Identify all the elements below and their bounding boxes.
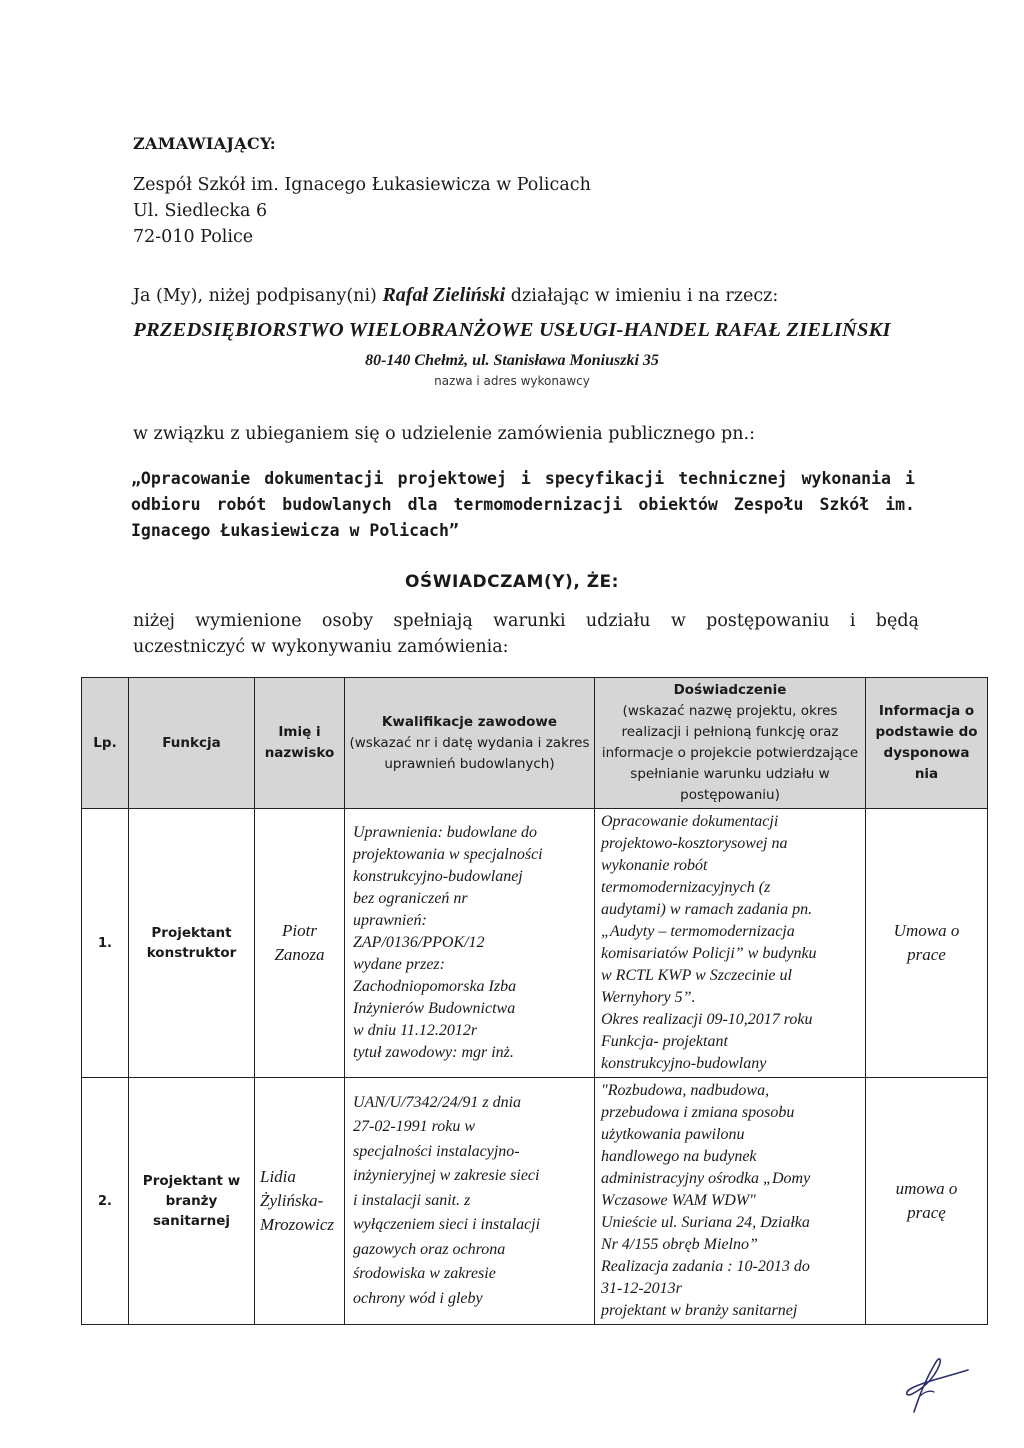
experience-line: komisariatów Policji” w budynku bbox=[601, 945, 817, 962]
name-line: Lidia bbox=[260, 1167, 296, 1186]
handwritten-signature bbox=[884, 1352, 974, 1416]
experience-line: Unieście ul. Suriana 24, Działka bbox=[601, 1214, 810, 1231]
experience-line: Wernyhory 5”. bbox=[601, 989, 696, 1006]
row-basis-info bbox=[866, 1078, 988, 1325]
qualification-line: i instalacji sanit. z bbox=[353, 1191, 471, 1209]
contractor-name: PRZEDSIĘBIORSTWO WIELOBRANŻOWE USŁUGI-HANDEL RAFAŁ ZIELIŃSKI bbox=[133, 319, 891, 341]
qualification-line: ZAP/0136/PPOK/12 bbox=[353, 934, 485, 951]
name-line: Żylińska- bbox=[260, 1191, 324, 1210]
row-basis-info bbox=[866, 809, 988, 1078]
header-function: Funkcja bbox=[129, 678, 255, 809]
row-person-name bbox=[255, 1078, 345, 1325]
table-row bbox=[82, 809, 988, 1078]
qualification-line: UAN/U/7342/24/91 z dnia bbox=[353, 1093, 522, 1111]
function-line: sanitarnej bbox=[153, 1213, 230, 1229]
row-experience bbox=[595, 1078, 866, 1325]
experience-line: przebudowa i zmiana sposobu bbox=[601, 1104, 795, 1121]
declaration-intro bbox=[133, 284, 778, 307]
name-line: Mrozowicz bbox=[260, 1215, 334, 1234]
experience-line: Funkcja- projektant bbox=[601, 1033, 728, 1050]
tender-title: „Opracowanie dokumentacji projektowej i specyfikacji technicznej wykonania i odbioru robót budowlanych dla termomodernizacji obiektów Zespołu Szkół im. Ignacego Łukasiewicza w Policach” bbox=[131, 469, 915, 540]
intro-after: działając w imieniu i na rzecz: bbox=[505, 286, 779, 306]
qualification-line: bez ograniczeń nr bbox=[353, 890, 468, 907]
qualification-line: wydane przez: bbox=[353, 956, 445, 973]
tender-intro: w związku z ubieganiem się o udzielenie zamówienia publicznego pn.: bbox=[133, 424, 755, 444]
experience-line: "Rozbudowa, nadbudowa, bbox=[601, 1082, 770, 1099]
experience-line: w RCTL KWP w Szczecinie ul bbox=[601, 967, 792, 984]
header-qualifications-title: Kwalifikacje zawodowe bbox=[381, 713, 558, 730]
experience-line: audytami) w ramach zadania pn. bbox=[601, 901, 813, 918]
qualification-line: ochrony wód i gleby bbox=[353, 1289, 483, 1307]
qualification-line: specjalności instalacyjno- bbox=[353, 1142, 520, 1160]
statement-line-1: niżej wymienione osoby spełniają warunki udziału w postępowaniu i będą bbox=[133, 611, 919, 631]
function-line: konstruktor bbox=[146, 945, 237, 961]
experience-line: administracyjny ośrodka „Domy bbox=[601, 1170, 811, 1187]
header-qualifications bbox=[345, 678, 595, 809]
client-city: 72-010 Police bbox=[133, 227, 254, 247]
header-qualifications-sub: (wskazać nr i datę wydania i zakres uprawnień budowlanych) bbox=[349, 734, 590, 772]
experience-line: handlowego na budynek bbox=[601, 1148, 757, 1165]
experience-line: projektant w branży sanitarnej bbox=[601, 1302, 798, 1319]
qualification-line: uprawnień: bbox=[353, 912, 427, 929]
row-experience bbox=[595, 809, 866, 1078]
experience-line: Realizacja zadania : 10-2013 do bbox=[601, 1258, 810, 1275]
qualification-line: konstrukcyjno-budowlanej bbox=[353, 868, 523, 885]
qualification-line: tytuł zawodowy: mgr inż. bbox=[353, 1044, 514, 1061]
info-line: umowa o bbox=[895, 1179, 958, 1198]
statement-line-2: uczestniczyć w wykonywaniu zamówienia: bbox=[133, 637, 509, 657]
qualification-line: inżynieryjnej w zakresie sieci bbox=[353, 1167, 540, 1185]
row-lp: 1. bbox=[82, 809, 129, 1078]
header-experience-sub: (wskazać nazwę projektu, okres realizacji i pełnioną funkcję oraz informacje o projekcie potwierdzające spełnianie warunku udziału w postępowaniu) bbox=[601, 703, 859, 803]
function-line: Projektant w bbox=[142, 1173, 241, 1189]
experience-line: Nr 4/155 obręb Mielno” bbox=[601, 1236, 758, 1253]
experience-line: użytkowania pawilonu bbox=[601, 1126, 745, 1143]
qualification-line: środowiska w zakresie bbox=[353, 1265, 496, 1283]
experience-line: wykonanie robót bbox=[601, 857, 708, 874]
name-line: Zanoza bbox=[274, 945, 325, 964]
client-address bbox=[133, 172, 591, 250]
statement-heading: OŚWIADCZAM(Y), ŻE: bbox=[405, 572, 619, 592]
experience-line: projektowo-kosztorysowej na bbox=[601, 835, 788, 852]
table-header-row bbox=[82, 678, 988, 809]
row-function bbox=[129, 1078, 255, 1325]
info-line: pracę bbox=[907, 1203, 946, 1222]
qualification-line: gazowych oraz ochrona bbox=[353, 1240, 506, 1258]
experience-line: konstrukcyjno-budowlany bbox=[601, 1055, 767, 1072]
client-street: Ul. Siedlecka 6 bbox=[133, 201, 268, 221]
client-heading: ZAMAWIAJĄCY: bbox=[133, 134, 276, 153]
qualification-line: projektowania w specjalności bbox=[353, 846, 543, 863]
experience-line: 31-12-2013r bbox=[601, 1280, 682, 1297]
row-qualifications bbox=[345, 809, 595, 1078]
qualification-line: Zachodniopomorska Izba bbox=[353, 978, 517, 995]
header-lp: Lp. bbox=[82, 678, 129, 809]
statement-text bbox=[133, 608, 919, 660]
header-info: Informacja o podstawie do dysponowa nia bbox=[866, 678, 988, 809]
qualification-line: Inżynierów Budownictwa bbox=[353, 1000, 516, 1017]
staff-table bbox=[81, 677, 988, 1325]
signer-name: Rafał Zieliński bbox=[382, 284, 506, 306]
function-line: Projektant bbox=[151, 925, 232, 941]
contractor-address: 80-140 Chełmż, ul. Stanisława Moniuszki 35 bbox=[365, 352, 659, 369]
client-name: Zespół Szkół im. Ignacego Łukasiewicza w Policach bbox=[133, 175, 591, 195]
name-line: Piotr bbox=[282, 921, 317, 940]
row-qualifications bbox=[345, 1078, 595, 1325]
header-experience bbox=[595, 678, 866, 809]
table-row bbox=[82, 1078, 988, 1325]
experience-line: Opracowanie dokumentacji bbox=[601, 813, 779, 830]
header-name: Imię i nazwisko bbox=[255, 678, 345, 809]
contractor-caption: nazwa i adres wykonawcy bbox=[434, 374, 590, 388]
info-line: prace bbox=[907, 945, 946, 964]
qualification-line: w dniu 11.12.2012r bbox=[353, 1022, 478, 1039]
function-line: branży bbox=[165, 1193, 218, 1209]
experience-line: „Audyty – termomodernizacja bbox=[601, 923, 795, 940]
experience-line: termomodernizacyjnych (z bbox=[601, 879, 771, 896]
row-lp: 2. bbox=[82, 1078, 129, 1325]
info-line: Umowa o bbox=[893, 921, 960, 940]
qualification-line: 27-02-1991 roku w bbox=[353, 1118, 476, 1136]
qualification-line: Uprawnienia: budowlane do bbox=[353, 824, 537, 841]
qualification-line: wyłączeniem sieci i instalacji bbox=[353, 1216, 541, 1234]
experience-line: Wczasowe WAM WDW" bbox=[601, 1192, 756, 1209]
experience-line: Okres realizacji 09-10,2017 roku bbox=[601, 1011, 813, 1028]
row-person-name bbox=[255, 809, 345, 1078]
intro-before: Ja (My), niżej podpisany(ni) bbox=[133, 286, 383, 306]
row-function bbox=[129, 809, 255, 1078]
header-experience-title: Doświadczenie bbox=[673, 682, 787, 698]
